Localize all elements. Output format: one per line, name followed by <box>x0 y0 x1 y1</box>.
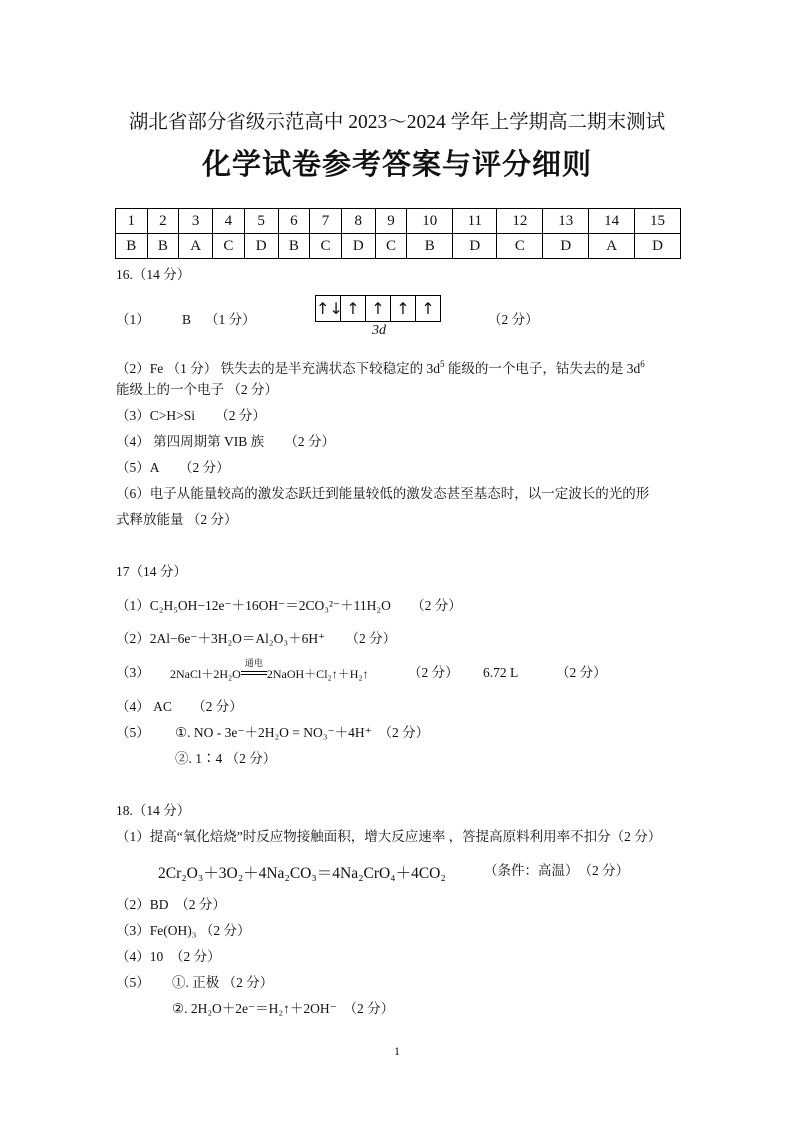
q16-part3: （3）C>H>Si （2 分） <box>116 408 266 423</box>
orbital-box: ↑ <box>341 296 366 321</box>
orbital-box: ↑↓ <box>316 296 341 321</box>
question-number: 12 <box>497 209 543 234</box>
answer-table <box>115 208 681 259</box>
answer-choice: C <box>497 234 543 259</box>
answer-choice: D <box>453 234 497 259</box>
question-number: 10 <box>407 209 453 234</box>
orbital-box: ↑ <box>421 299 435 318</box>
question-number: 15 <box>635 209 681 234</box>
q17-part3-volume: 6.72 L <box>483 665 519 680</box>
question-number: 2 <box>147 209 179 234</box>
answer-choice: D <box>244 234 278 259</box>
question-number: 13 <box>543 209 589 234</box>
q17-part3-score2: （2 分） <box>556 665 607 680</box>
answer-choice: C <box>213 234 245 259</box>
question-number: 9 <box>375 209 407 234</box>
orbital-box: ↑ <box>391 296 416 321</box>
q18-heading: 18.（14 分） <box>116 803 191 818</box>
q18-reaction-equation: 2Cr₂O₃＋3O₂＋4Na₂CO₃＝4Na₂CrO₄＋4CO₂ <box>158 865 446 882</box>
q18-part5-a: ①. 正极 （2 分） <box>172 975 274 990</box>
answer-choice: B <box>278 234 310 259</box>
question-number: 14 <box>589 209 635 234</box>
answer-choice: A <box>589 234 635 259</box>
answer-choice: C <box>310 234 342 259</box>
question-number: 11 <box>453 209 497 234</box>
q16-heading: 16.（14 分） <box>116 267 191 282</box>
answer-choice: A <box>179 234 213 259</box>
q17-part2: （2）2Al−6e⁻＋3H₂O＝Al₂O₃＋6H⁺ （2 分） <box>116 631 397 646</box>
question-number: 7 <box>310 209 342 234</box>
q17-part1: （1）C₂H₅OH−12e⁻＋16OH⁻＝2CO₃²⁻＋11H₂O （2 分） <box>116 598 462 613</box>
q16-part2-cont: 能级上的一个电子 （2 分） <box>116 382 278 397</box>
q18-part3: （3）Fe(OH)₃ （2 分） <box>116 923 251 938</box>
page-number: 1 <box>394 1044 400 1058</box>
orbital-diagram <box>315 295 441 322</box>
q16-part1-score: （1 分） <box>205 312 256 327</box>
q16-part6-cont: 式释放能量 （2 分） <box>116 512 238 527</box>
reaction-condition: 通电 <box>241 667 267 682</box>
answer-choice: C <box>375 234 407 259</box>
q17-part5-b: ②. 1∶4 （2 分） <box>175 751 277 766</box>
answer-choice: D <box>341 234 375 259</box>
q17-part5-a: ①. NO - 3e⁻＋2H₂O = NO₃⁻＋4H⁺ （2 分） <box>175 725 430 740</box>
answer-table-answer-row <box>116 234 681 259</box>
q17-part4: （4） AC （2 分） <box>116 699 243 714</box>
q17-heading: 17（14 分） <box>116 564 187 579</box>
q18-reaction-condition: （条件：高温） （2 分） <box>484 863 630 878</box>
q17-part3-score: （2 分） <box>408 665 459 680</box>
answer-choice: B <box>116 234 148 259</box>
question-number: 8 <box>341 209 375 234</box>
exam-title: 湖北省部分省级示范高中 2023～2024 学年上学期高二期末测试 <box>128 112 666 133</box>
q16-part1-orbital-score: （2 分） <box>488 312 539 327</box>
orbital-label: 3d <box>372 323 386 338</box>
q16-part6: （6）电子从能量较高的激发态跃迁到能量较低的激发态甚至基态时，以一定波长的光的形 <box>116 486 650 501</box>
q18-part5-b: ②. 2H₂O＋2e⁻＝H₂↑＋2OH⁻ （2 分） <box>172 1001 395 1016</box>
answer-choice: B <box>147 234 179 259</box>
answer-choice: B <box>407 234 453 259</box>
question-number: 3 <box>179 209 213 234</box>
question-number: 6 <box>278 209 310 234</box>
q16-part1-label: （1） <box>116 312 150 327</box>
q17-part3-label: （3） <box>116 665 150 680</box>
q16-part1-answer: B <box>182 312 192 327</box>
q18-part5-label: （5） <box>116 975 150 990</box>
orbital-box: ↑ <box>366 296 391 321</box>
q18-part4: （4）10 （2 分） <box>116 949 221 964</box>
q18-part1: （1）提高“氧化焙烧”时反应物接触面积，增大反应速率 ，答提高原料利用率不扣分（2 分） <box>116 829 662 844</box>
q17-electrolysis-equation: 2NaCl＋2H₂O 通电 2NaOH＋Cl₂↑＋H₂↑ <box>170 658 369 681</box>
question-number: 5 <box>244 209 278 234</box>
answer-key-heading: 化学试卷参考答案与评分细则 <box>201 147 592 181</box>
q17-part5-label: （5） <box>116 725 150 740</box>
answer-choice: D <box>635 234 681 259</box>
answer-choice: D <box>543 234 589 259</box>
question-number: 1 <box>116 209 148 234</box>
q16-part5: （5）A （2 分） <box>116 460 230 475</box>
q16-part4: （4） 第四周期第 VIB 族 （2 分） <box>116 434 335 449</box>
answer-table-number-row <box>116 209 681 234</box>
q18-part2: （2）BD （2 分） <box>116 897 226 912</box>
q16-part2: （2）Fe （1 分） 铁失去的是半充满状态下较稳定的 $3d^5$ 能级的一个电子，钴失去的是 $3d^6$ <box>116 359 645 376</box>
question-number: 4 <box>213 209 245 234</box>
